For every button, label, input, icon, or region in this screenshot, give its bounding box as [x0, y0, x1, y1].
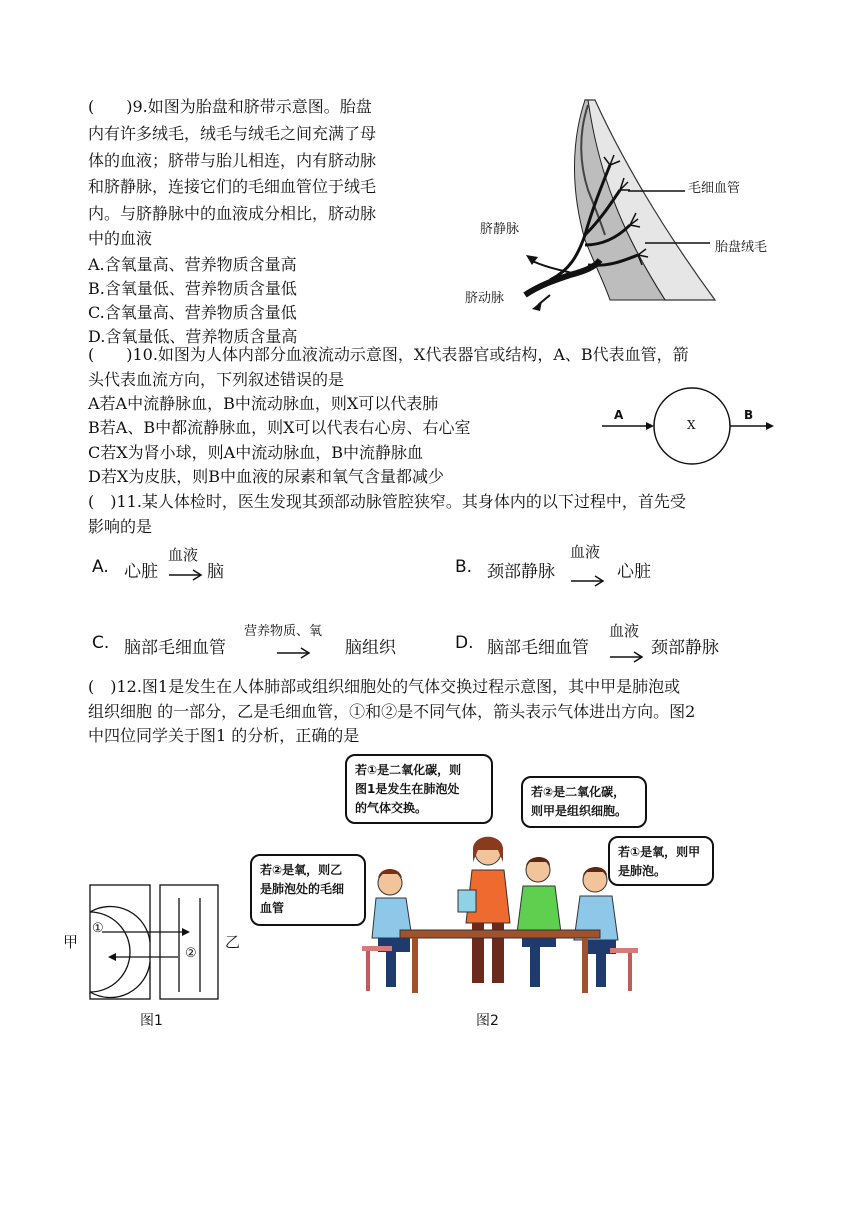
q9-line: 内。与脐静脉中的血液成分相比，脐动脉	[88, 204, 377, 223]
capillary-label: 毛细血管	[688, 181, 741, 196]
q12-line: 中四位同学关于图1 的分析，正确的是	[88, 726, 360, 745]
q10-option-c[interactable]: C若X为肾小球，则A中流动脉血，B中流静脉血	[88, 443, 423, 462]
arrow-icon	[168, 568, 204, 582]
option-over: 营养物质、氧	[244, 624, 323, 639]
arrow-icon	[609, 650, 645, 664]
option-from: 颈部静脉	[487, 562, 555, 582]
bubble-text: 是肺泡处的毛细	[260, 882, 345, 896]
gas-2-label: ②	[185, 946, 197, 961]
gas-1-label: ①	[92, 921, 104, 936]
arrow-icon	[570, 574, 606, 588]
q9-option-d[interactable]: D.含氧量低、营养物质含量高	[88, 327, 298, 346]
option-over: 血液	[609, 622, 640, 640]
bubble-text: 若②是氧，则乙	[260, 863, 343, 877]
option-to: 脑	[207, 562, 224, 582]
q9-line: 内有许多绒毛，绒毛与绒毛之间充满了母	[88, 124, 377, 143]
umbilical-artery-label: 脐动脉	[465, 291, 505, 306]
q9-option-b[interactable]: B.含氧量低、营养物质含量低	[88, 279, 297, 298]
student-speech-bubble-1	[345, 754, 493, 824]
option-letter: A.	[92, 557, 109, 577]
option-from: 脑部毛细血管	[124, 638, 226, 658]
jia-label: 甲	[63, 933, 79, 951]
bubble-text: 若①是二氧化碳，则	[355, 763, 462, 777]
q9-line: ( )9.如图为胎盘和脐带示意图。胎盘	[88, 97, 372, 116]
q9-line: 体的血液；脐带与胎儿相连，内有脐动脉	[88, 151, 377, 170]
figure-2-caption: 图2	[476, 1013, 499, 1029]
option-from: 脑部毛细血管	[487, 638, 589, 658]
option-over: 血液	[168, 546, 199, 564]
q10-option-b[interactable]: B若A、B中都流静脉血，则X可以代表右心房、右心室	[88, 418, 471, 437]
option-from: 心脏	[124, 562, 158, 582]
q10-option-d[interactable]: D若X为皮肤，则B中血液的尿素和氧气含量都减少	[88, 467, 444, 486]
q11-line: 影响的是	[88, 517, 153, 536]
q9-option-c[interactable]: C.含氧量高、营养物质含量低	[88, 303, 297, 322]
q9-option-a[interactable]: A.含氧量高、营养物质含量高	[88, 255, 297, 274]
option-to: 心脏	[617, 562, 651, 582]
student-speech-bubble-2	[521, 776, 647, 828]
option-to: 脑组织	[345, 638, 396, 658]
bubble-text: 的气体交换。	[355, 801, 428, 815]
figure-1	[60, 880, 260, 1040]
figure-1-caption: 图1	[140, 1013, 163, 1029]
option-to: 颈部静脉	[651, 638, 719, 658]
blood-flow-diagram	[600, 380, 780, 470]
bubble-text: 是肺泡。	[618, 864, 667, 878]
structure-x-label: X	[687, 418, 696, 432]
placental-villus-label: 胎盘绒毛	[715, 240, 768, 255]
option-letter: D.	[455, 633, 474, 653]
vessel-a-label: A	[614, 408, 624, 422]
bubble-text: 图1是发生在肺泡处	[355, 782, 460, 796]
placenta-illustration	[460, 95, 810, 315]
placenta-figure	[460, 95, 810, 315]
q10-line: 头代表血流方向，下列叙述错误的是	[88, 370, 345, 389]
yi-label: 乙	[225, 933, 241, 951]
student-speech-bubble-4	[250, 854, 366, 926]
q10-line: ( )10.如图为人体内部分血液流动示意图，X代表器官或结构，A、B代表血管，箭	[88, 345, 689, 364]
arrow-icon	[276, 646, 312, 660]
vessel-b-label: B	[744, 408, 754, 422]
umbilical-vein-label: 脐静脉	[480, 222, 520, 237]
q12-line: 组织细胞 的一部分，乙是毛细血管，①和②是不同气体，箭头表示气体进出方向。图2	[88, 702, 696, 721]
figure-2	[240, 748, 820, 1038]
q10-option-a[interactable]: A若A中流静脉血，B中流动脉血，则X可以代表肺	[88, 394, 439, 413]
bubble-text: 则甲是组织细胞。	[531, 804, 628, 818]
bubble-text: 若②是二氧化碳，	[531, 785, 626, 799]
q11-line: ( )11.某人体检时，医生发现其颈部动脉管腔狭窄。其身体内的以下过程中，首先受	[88, 492, 686, 511]
bubble-text: 若①是氧，则甲	[618, 845, 701, 859]
option-letter: B.	[455, 557, 473, 577]
option-over: 血液	[570, 543, 601, 561]
q9-line: 中的血液	[88, 229, 153, 248]
option-letter: C.	[92, 633, 110, 653]
q9-line: 和脐静脉，连接它们的毛细血管位于绒毛	[88, 177, 377, 196]
bubble-text: 血管	[260, 901, 285, 915]
q12-line: ( )12.图1是发生在人体肺部或组织细胞处的气体交换过程示意图，其中甲是肺泡或	[88, 677, 681, 696]
students-illustration	[360, 828, 640, 1003]
